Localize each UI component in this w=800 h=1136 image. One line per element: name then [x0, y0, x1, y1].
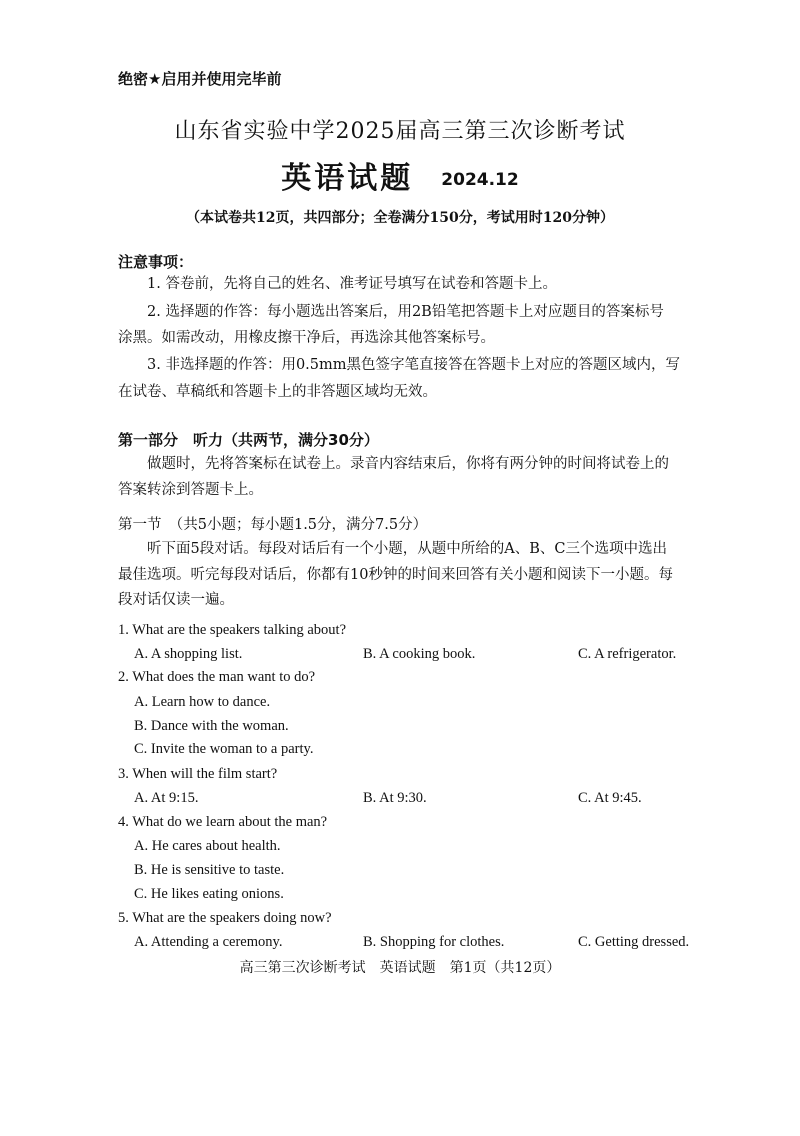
- notice-line: 在试卷、草稿纸和答题卡上的非答题区域均无效。: [118, 384, 437, 400]
- option-c: C. Getting dressed.: [578, 934, 690, 950]
- option-b: B. Shopping for clothes.: [363, 934, 505, 950]
- option-b: B. A cooking book.: [363, 646, 476, 662]
- question-stem: 1. What are the speakers talking about?: [118, 622, 347, 638]
- part1-intro-line: 答案转涂到答题卡上。: [118, 482, 263, 498]
- page-footer: 高三第三次诊断考试 英语试题 第1页（共12页）: [239, 960, 561, 976]
- option-c: C. Invite the woman to a party.: [134, 741, 314, 757]
- school-title: 山东省实验中学2025届高三第三次诊断考试: [174, 119, 626, 144]
- option-c: C. A refrigerator.: [578, 646, 677, 662]
- notice-line: 2. 选择题的作答：每小题选出答案后，用2B铅笔把答题卡上对应题目的答案标号: [147, 304, 664, 320]
- option-c: C. He likes eating onions.: [134, 886, 284, 902]
- option-a: A. At 9:15.: [134, 790, 199, 806]
- option-a: A. A shopping list.: [134, 646, 243, 662]
- option-b: B. Dance with the woman.: [134, 718, 289, 734]
- section1-title: 第一节 （共5小题；每小题1.5分，满分7.5分）: [118, 517, 428, 533]
- exam-date: 2024.12: [441, 170, 519, 190]
- option-a: A. Learn how to dance.: [134, 694, 271, 710]
- part1-title: 第一部分 听力（共两节，满分30分）: [118, 431, 379, 449]
- question-stem: 2. What does the man want to do?: [118, 669, 316, 685]
- subject-title: 英语试题: [281, 161, 414, 196]
- notice-title: 注意事项：: [118, 253, 194, 271]
- option-a: A. He cares about health.: [134, 838, 281, 854]
- secret-label: 绝密★启用并使用完毕前: [118, 70, 282, 88]
- section1-intro-line: 听下面5段对话。每段对话后有一个小题，从题中所给的A、B、C三个选项中选出: [147, 541, 667, 557]
- question-stem: 4. What do we learn about the man?: [118, 814, 328, 830]
- option-b: B. He is sensitive to taste.: [134, 862, 285, 878]
- notice-line: 3. 非选择题的作答：用0.5mm黑色签字笔直接答在答题卡上对应的答题区域内，写: [147, 357, 680, 373]
- notice-line: 1. 答卷前，先将自己的姓名、准考证号填写在试卷和答题卡上。: [147, 276, 557, 292]
- part1-intro-line: 做题时，先将答案标在试卷上。录音内容结束后，你将有两分钟的时间将试卷上的: [147, 456, 669, 472]
- question-stem: 3. When will the film start?: [118, 766, 278, 782]
- option-c: C. At 9:45.: [578, 790, 642, 806]
- option-a: A. Attending a ceremony.: [134, 934, 283, 950]
- subject-row: [0, 153, 800, 197]
- notice-line: 涂黑。如需改动，用橡皮擦干净后，再选涂其他答案标号。: [118, 330, 495, 346]
- section1-intro-line: 最佳选项。听完每段对话后，你都有10秒钟的时间来回答有关小题和阅读下一小题。每: [118, 567, 673, 583]
- section1-intro-line: 段对话仅读一遍。: [118, 592, 234, 608]
- question-stem: 5. What are the speakers doing now?: [118, 910, 332, 926]
- exam-note: （本试卷共12页，共四部分；全卷满分150分，考试用时120分钟）: [186, 210, 614, 226]
- option-b: B. At 9:30.: [363, 790, 427, 806]
